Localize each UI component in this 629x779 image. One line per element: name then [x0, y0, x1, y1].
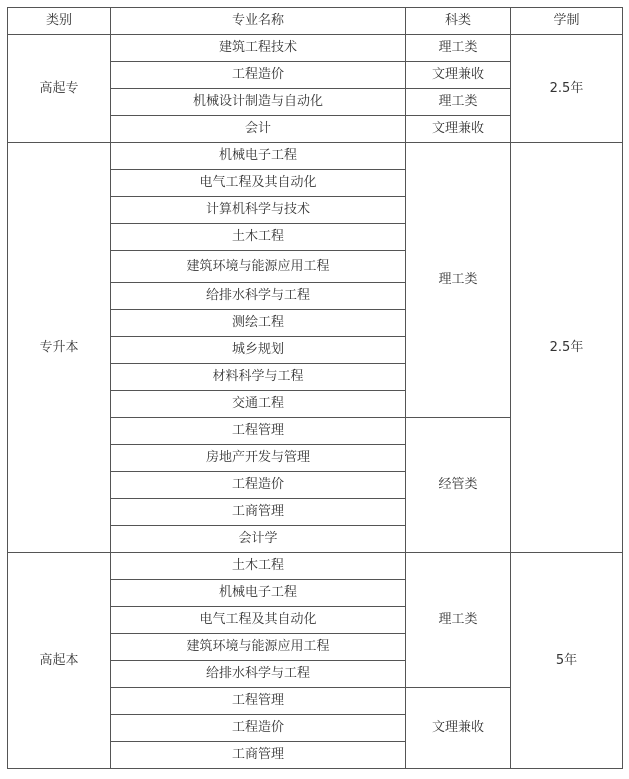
major-cell: 机械电子工程 — [111, 143, 406, 170]
category-cell: 高起专 — [8, 35, 111, 143]
major-cell: 工程管理 — [111, 688, 406, 715]
major-cell: 机械电子工程 — [111, 580, 406, 607]
major-cell: 工商管理 — [111, 499, 406, 526]
major-cell: 给排水科学与工程 — [111, 283, 406, 310]
major-cell: 土木工程 — [111, 553, 406, 580]
table-row — [8, 35, 623, 62]
major-cell: 工程造价 — [111, 715, 406, 742]
major-cell: 电气工程及其自动化 — [111, 607, 406, 634]
major-cell: 机械设计制造与自动化 — [111, 89, 406, 116]
subject-cell: 理工类 — [406, 143, 511, 418]
major-cell: 建筑环境与能源应用工程 — [111, 634, 406, 661]
duration-cell: 2.5年 — [511, 143, 623, 553]
major-cell: 城乡规划 — [111, 337, 406, 364]
duration-cell: 2.5年 — [511, 35, 623, 143]
header-subject: 科类 — [406, 8, 511, 35]
duration-cell: 5年 — [511, 553, 623, 769]
major-cell: 电气工程及其自动化 — [111, 170, 406, 197]
major-cell: 房地产开发与管理 — [111, 445, 406, 472]
major-cell: 建筑工程技术 — [111, 35, 406, 62]
subject-cell: 文理兼收 — [406, 116, 511, 143]
major-cell: 计算机科学与技术 — [111, 197, 406, 224]
header-major: 专业名称 — [111, 8, 406, 35]
major-cell: 交通工程 — [111, 391, 406, 418]
category-cell: 高起本 — [8, 553, 111, 769]
major-cell: 给排水科学与工程 — [111, 661, 406, 688]
major-cell: 测绘工程 — [111, 310, 406, 337]
table-row — [8, 143, 623, 170]
major-cell: 建筑环境与能源应用工程 — [111, 251, 406, 283]
program-table — [7, 7, 623, 769]
major-cell: 工程管理 — [111, 418, 406, 445]
subject-cell: 理工类 — [406, 553, 511, 688]
subject-cell: 文理兼收 — [406, 62, 511, 89]
major-cell: 工程造价 — [111, 62, 406, 89]
major-cell: 会计 — [111, 116, 406, 143]
header-duration: 学制 — [511, 8, 623, 35]
major-cell: 会计学 — [111, 526, 406, 553]
subject-cell: 理工类 — [406, 35, 511, 62]
header-category: 类别 — [8, 8, 111, 35]
major-cell: 工程造价 — [111, 472, 406, 499]
subject-cell: 经管类 — [406, 418, 511, 553]
table-row — [8, 553, 623, 580]
category-cell: 专升本 — [8, 143, 111, 553]
major-cell: 土木工程 — [111, 224, 406, 251]
major-cell: 工商管理 — [111, 742, 406, 769]
header-row — [8, 8, 623, 35]
subject-cell: 文理兼收 — [406, 688, 511, 769]
subject-cell: 理工类 — [406, 89, 511, 116]
major-cell: 材料科学与工程 — [111, 364, 406, 391]
